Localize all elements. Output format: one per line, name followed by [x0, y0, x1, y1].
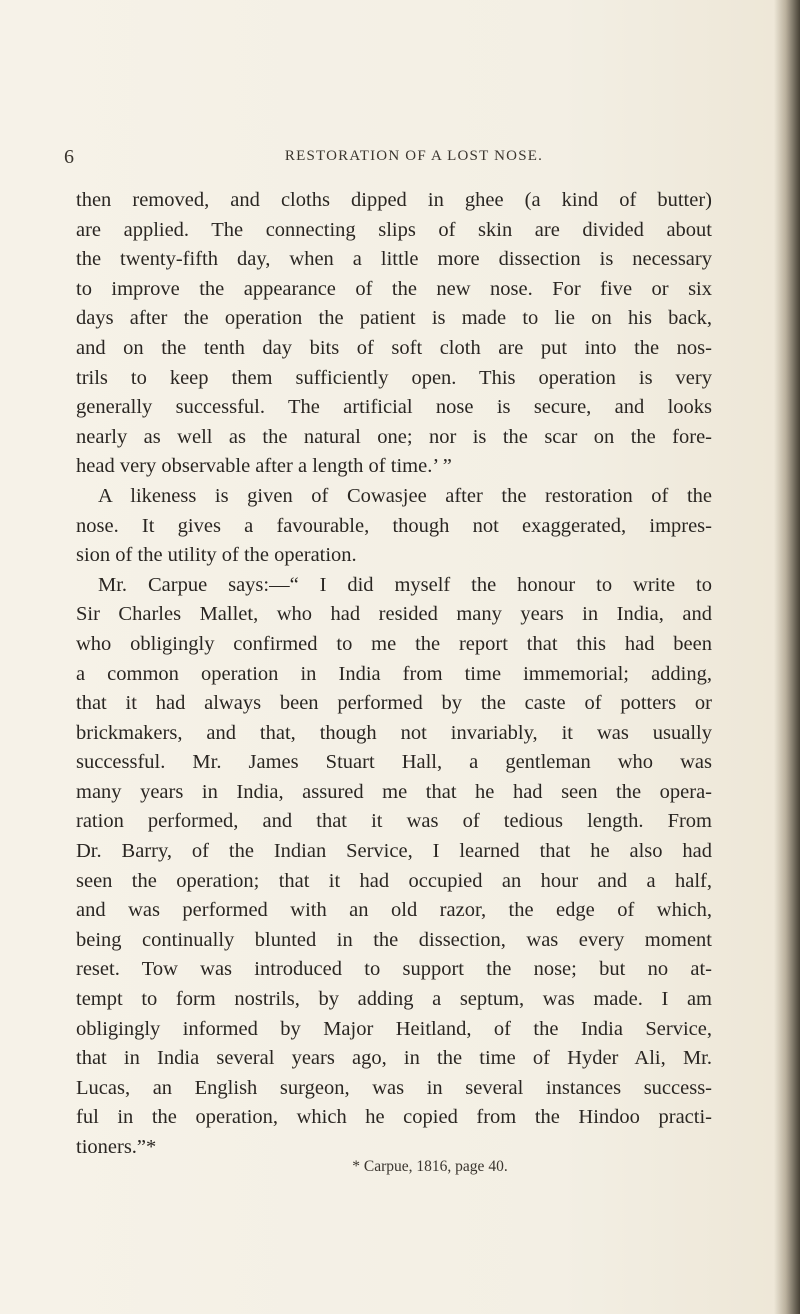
text-line: to improve the appearance of the new nose. For five or six [76, 277, 712, 300]
text-line: tempt to form nostrils, by adding a septum, was made. I am [76, 988, 712, 1011]
text-line: seen the operation; that it had occupied an hour and a half, [76, 869, 712, 892]
text-line: Dr. Barry, of the Indian Service, I learned that he also had [76, 840, 712, 863]
text-line: that in India several years ago, in the time of Hyder Ali, Mr. [76, 1047, 712, 1070]
text-line: reset. Tow was introduced to support the nose; but no at- [76, 958, 712, 981]
text-line: Mr. Carpue says:—“ I did myself the honour to write to [98, 573, 712, 596]
text-line: successful. Mr. James Stuart Hall, a gentleman who was [76, 751, 712, 774]
text-line: who obligingly confirmed to me the report that this had been [76, 632, 712, 655]
text-line: obligingly informed by Major Heitland, of the India Service, [76, 1017, 712, 1040]
text-line: and was performed with an old razor, the edge of which, [76, 899, 712, 922]
page-header [64, 146, 704, 172]
body-text [76, 186, 712, 1163]
text-line: tioners.”* [76, 1136, 157, 1158]
page-edge-shadow [774, 0, 800, 1314]
text-line: the twenty-fifth day, when a little more dissection is necessary [76, 248, 712, 271]
text-line: A likeness is given of Cowasjee after the restoration of the [98, 484, 712, 507]
text-line: head very observable after a length of time.’ ” [76, 455, 452, 478]
text-line: a common operation in India from time immemorial; adding, [76, 662, 712, 685]
text-line: that it had always been performed by the caste of potters or [76, 692, 712, 715]
page-number: 6 [64, 146, 74, 168]
text-line: are applied. The connecting slips of skin are divided about [76, 218, 712, 241]
footnote: * Carpue, 1816, page 40. [352, 1158, 508, 1175]
text-line: ful in the operation, which he copied from the Hindoo practi- [76, 1106, 712, 1129]
text-line: days after the operation the patient is made to lie on his back, [76, 307, 712, 330]
text-line: then removed, and cloths dipped in ghee (a kind of butter) [76, 189, 712, 211]
text-line: Lucas, an English surgeon, was in several instances success- [76, 1076, 712, 1099]
text-line: being continually blunted in the dissection, was every moment [76, 928, 712, 951]
text-line: brickmakers, and that, though not invariably, it was usually [76, 721, 712, 744]
text-line: trils to keep them sufficiently open. This operation is very [76, 366, 712, 389]
text-line: nose. It gives a favourable, though not exaggerated, impres- [76, 514, 712, 537]
text-line: generally successful. The artificial nose is secure, and looks [76, 396, 712, 419]
text-line: many years in India, assured me that he had seen the opera- [76, 780, 712, 803]
running-head: RESTORATION OF A LOST NOSE. [284, 148, 544, 164]
text-line: nearly as well as the natural one; nor is the scar on the fore- [76, 425, 712, 448]
text-line: sion of the utility of the operation. [76, 544, 357, 567]
text-line: Sir Charles Mallet, who had resided many years in India, and [76, 603, 712, 626]
text-line: ration performed, and that it was of tedious length. From [76, 810, 712, 833]
text-line: and on the tenth day bits of soft cloth are put into the nos- [76, 336, 712, 359]
